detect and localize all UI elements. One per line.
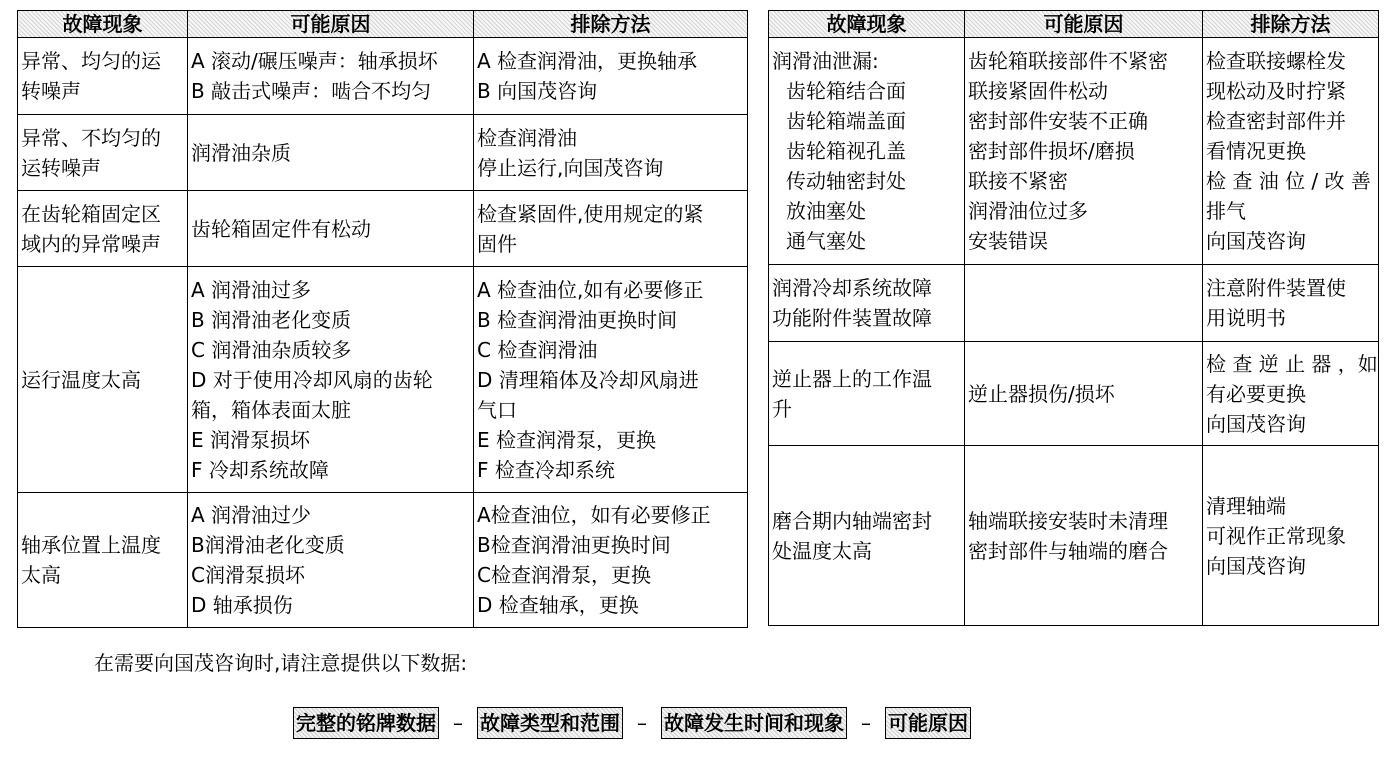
symptom-line: 转噪声 <box>21 79 81 103</box>
table-row <box>18 115 748 191</box>
remedy-line: 清理轴端 <box>1206 493 1286 518</box>
remedy-line: 检查紧固件,使用规定的紧 <box>477 201 704 226</box>
footer-item-possible-cause: 可能原因 <box>885 707 971 739</box>
symptom-cell <box>18 267 188 493</box>
cause-cell <box>188 493 474 628</box>
cause-cell <box>188 267 474 493</box>
cause-line: C 润滑油杂质较多 <box>191 337 352 362</box>
required-data-list <box>293 706 971 740</box>
header-cause: 可能原因 <box>188 11 474 38</box>
symptom-line: 轴承位置上温度 <box>21 533 161 557</box>
cause-line: 润滑油杂质 <box>191 140 291 165</box>
footer-separator: – <box>861 711 871 735</box>
remedy-line: C检查润滑泵，更换 <box>477 563 651 587</box>
table-row <box>769 446 1379 626</box>
cause-line: B润滑油老化变质 <box>191 533 345 557</box>
remedy-line: B检查润滑油更换时间 <box>477 533 671 557</box>
symptom-cell <box>769 446 965 626</box>
cause-line: 轴端联接安装时未清理 <box>968 508 1168 533</box>
symptom-line: 齿轮箱视孔盖 <box>786 139 906 163</box>
cause-line: A 润滑油过多 <box>191 277 312 302</box>
symptom-line: 齿轮箱结合面 <box>786 79 906 103</box>
remedy-line: 排气 <box>1206 199 1246 223</box>
table-row <box>769 342 1379 446</box>
cause-line: 联接紧固件松动 <box>968 79 1108 103</box>
remedy-line: A 检查油位,如有必要修正 <box>477 277 704 302</box>
footer-separator: – <box>453 711 463 735</box>
symptom-line: 磨合期内轴端密封 <box>772 508 932 533</box>
remedy-line: 看情况更换 <box>1206 139 1306 163</box>
cause-line: 密封部件安装不正确 <box>968 109 1148 133</box>
cause-line: 密封部件与轴端的磨合 <box>968 538 1168 563</box>
symptom-line: 异常、不均匀的 <box>21 125 161 150</box>
remedy-line: 有必要更换 <box>1206 381 1306 406</box>
symptom-cell <box>18 115 188 191</box>
cause-line: F 冷却系统故障 <box>191 457 329 482</box>
header-remedy: 排除方法 <box>474 11 748 38</box>
remedy-cell <box>474 115 748 191</box>
remedy-line: 检查密封部件并 <box>1206 109 1346 133</box>
remedy-line: 向国茂咨询 <box>1206 553 1306 578</box>
table-row <box>769 265 1379 342</box>
remedy-line: 停止运行,向国茂咨询 <box>477 155 664 180</box>
remedy-line: B 检查润滑油更换时间 <box>477 307 678 332</box>
fault-table-right <box>768 10 1379 626</box>
symptom-line: 齿轮箱端盖面 <box>786 109 906 133</box>
header-symptom: 故障现象 <box>18 11 188 38</box>
cause-line: A 润滑油过少 <box>191 503 312 527</box>
remedy-line: F 检查冷却系统 <box>477 457 615 482</box>
table-header-row <box>18 11 748 38</box>
symptom-line: 升 <box>772 396 792 421</box>
symptom-line: 放油塞处 <box>786 199 866 223</box>
symptom-line: 太高 <box>21 563 61 587</box>
cause-cell <box>188 38 474 115</box>
remedy-cell <box>1203 38 1379 265</box>
symptom-cell <box>18 38 188 115</box>
remedy-line: 检 查 油 位 / 改 善 <box>1206 169 1371 193</box>
cause-line: 箱，箱体表面太脏 <box>191 397 351 422</box>
remedy-line: A 检查润滑油，更换轴承 <box>477 49 698 73</box>
consultation-note: 在需要向国茂咨询时,请注意提供以下数据: <box>94 651 468 675</box>
remedy-cell <box>474 191 748 267</box>
remedy-line: C 检查润滑油 <box>477 337 598 362</box>
symptom-line: 逆止器上的工作温 <box>772 366 932 391</box>
symptom-cell <box>18 493 188 628</box>
remedy-line: A检查油位，如有必要修正 <box>477 503 711 527</box>
symptom-line: 异常、均匀的运 <box>21 49 161 73</box>
table-row <box>18 267 748 493</box>
symptom-cell <box>18 191 188 267</box>
remedy-line: E 检查润滑泵，更换 <box>477 427 656 452</box>
cause-cell <box>965 342 1203 446</box>
symptom-line: 在齿轮箱固定区 <box>21 201 161 226</box>
symptom-cell <box>769 265 965 342</box>
header-remedy: 排除方法 <box>1203 11 1379 38</box>
cause-cell <box>188 191 474 267</box>
remedy-line: 向国茂咨询 <box>1206 411 1306 436</box>
symptom-line: 处温度太高 <box>772 538 872 563</box>
cause-line: B 敲击式噪声：啮合不均匀 <box>191 79 432 103</box>
remedy-line: 向国茂咨询 <box>1206 229 1306 253</box>
table-header-row <box>769 11 1379 38</box>
table-row <box>769 38 1379 265</box>
remedy-line: 用说明书 <box>1206 306 1286 330</box>
symptom-cell <box>769 38 965 265</box>
cause-line: D 轴承损伤 <box>191 593 293 617</box>
remedy-line: D 清理箱体及冷却风扇进 <box>477 367 699 392</box>
table-row <box>18 38 748 115</box>
remedy-line: 固件 <box>477 231 517 256</box>
remedy-line: 可视作正常现象 <box>1206 523 1346 548</box>
footer-item-nameplate: 完整的铭牌数据 <box>293 707 439 739</box>
remedy-line: 注意附件装置使 <box>1206 276 1346 300</box>
cause-line: E 润滑泵损坏 <box>191 427 310 452</box>
cause-line: 密封部件损坏/磨损 <box>968 139 1135 163</box>
cause-cell <box>965 265 1203 342</box>
cause-line: A 滚动/碾压噪声：轴承损坏 <box>191 49 438 73</box>
remedy-line: 检 查 逆 止 器 ，如 <box>1206 351 1378 376</box>
fault-table-left <box>17 10 748 628</box>
symptom-line: 运转噪声 <box>21 155 101 180</box>
symptom-line: 运行温度太高 <box>21 367 141 392</box>
symptom-line: 域内的异常噪声 <box>21 231 161 256</box>
remedy-cell <box>474 267 748 493</box>
remedy-line: 检查润滑油 <box>477 125 577 150</box>
remedy-line: B 向国茂咨询 <box>477 79 598 103</box>
cause-cell <box>965 38 1203 265</box>
cause-cell <box>188 115 474 191</box>
header-symptom: 故障现象 <box>769 11 965 38</box>
cause-line: 安装错误 <box>968 229 1048 253</box>
remedy-line: D 检查轴承，更换 <box>477 593 639 617</box>
cause-line: 齿轮箱联接部件不紧密 <box>968 49 1168 73</box>
cause-line: 润滑油位过多 <box>968 199 1088 223</box>
table-row <box>18 493 748 628</box>
cause-cell <box>965 446 1203 626</box>
remedy-line: 检查联接螺栓发 <box>1206 49 1346 73</box>
header-cause: 可能原因 <box>965 11 1203 38</box>
symptom-title: 润滑油泄漏: <box>772 49 879 73</box>
cause-line: D 对于使用冷却风扇的齿轮 <box>191 367 433 392</box>
remedy-cell <box>1203 446 1379 626</box>
symptom-line: 润滑冷却系统故障 <box>772 276 932 300</box>
cause-line: 联接不紧密 <box>968 169 1068 193</box>
footer-separator: – <box>637 711 647 735</box>
symptom-line: 通气塞处 <box>786 229 866 253</box>
symptom-line: 功能附件装置故障 <box>772 306 932 330</box>
footer-item-fault-time: 故障发生时间和现象 <box>661 707 847 739</box>
remedy-cell <box>1203 265 1379 342</box>
remedy-cell <box>474 38 748 115</box>
cause-line: 齿轮箱固定件有松动 <box>191 216 371 241</box>
symptom-cell <box>769 342 965 446</box>
table-row <box>18 191 748 267</box>
remedy-line: 现松动及时拧紧 <box>1206 79 1346 103</box>
cause-line: C润滑泵损坏 <box>191 563 305 587</box>
cause-line: B 润滑油老化变质 <box>191 307 352 332</box>
remedy-cell <box>474 493 748 628</box>
footer-item-fault-type: 故障类型和范围 <box>477 707 623 739</box>
cause-line: 逆止器损伤/损坏 <box>968 381 1115 406</box>
remedy-line: 气口 <box>477 397 517 422</box>
remedy-cell <box>1203 342 1379 446</box>
symptom-line: 传动轴密封处 <box>786 169 906 193</box>
